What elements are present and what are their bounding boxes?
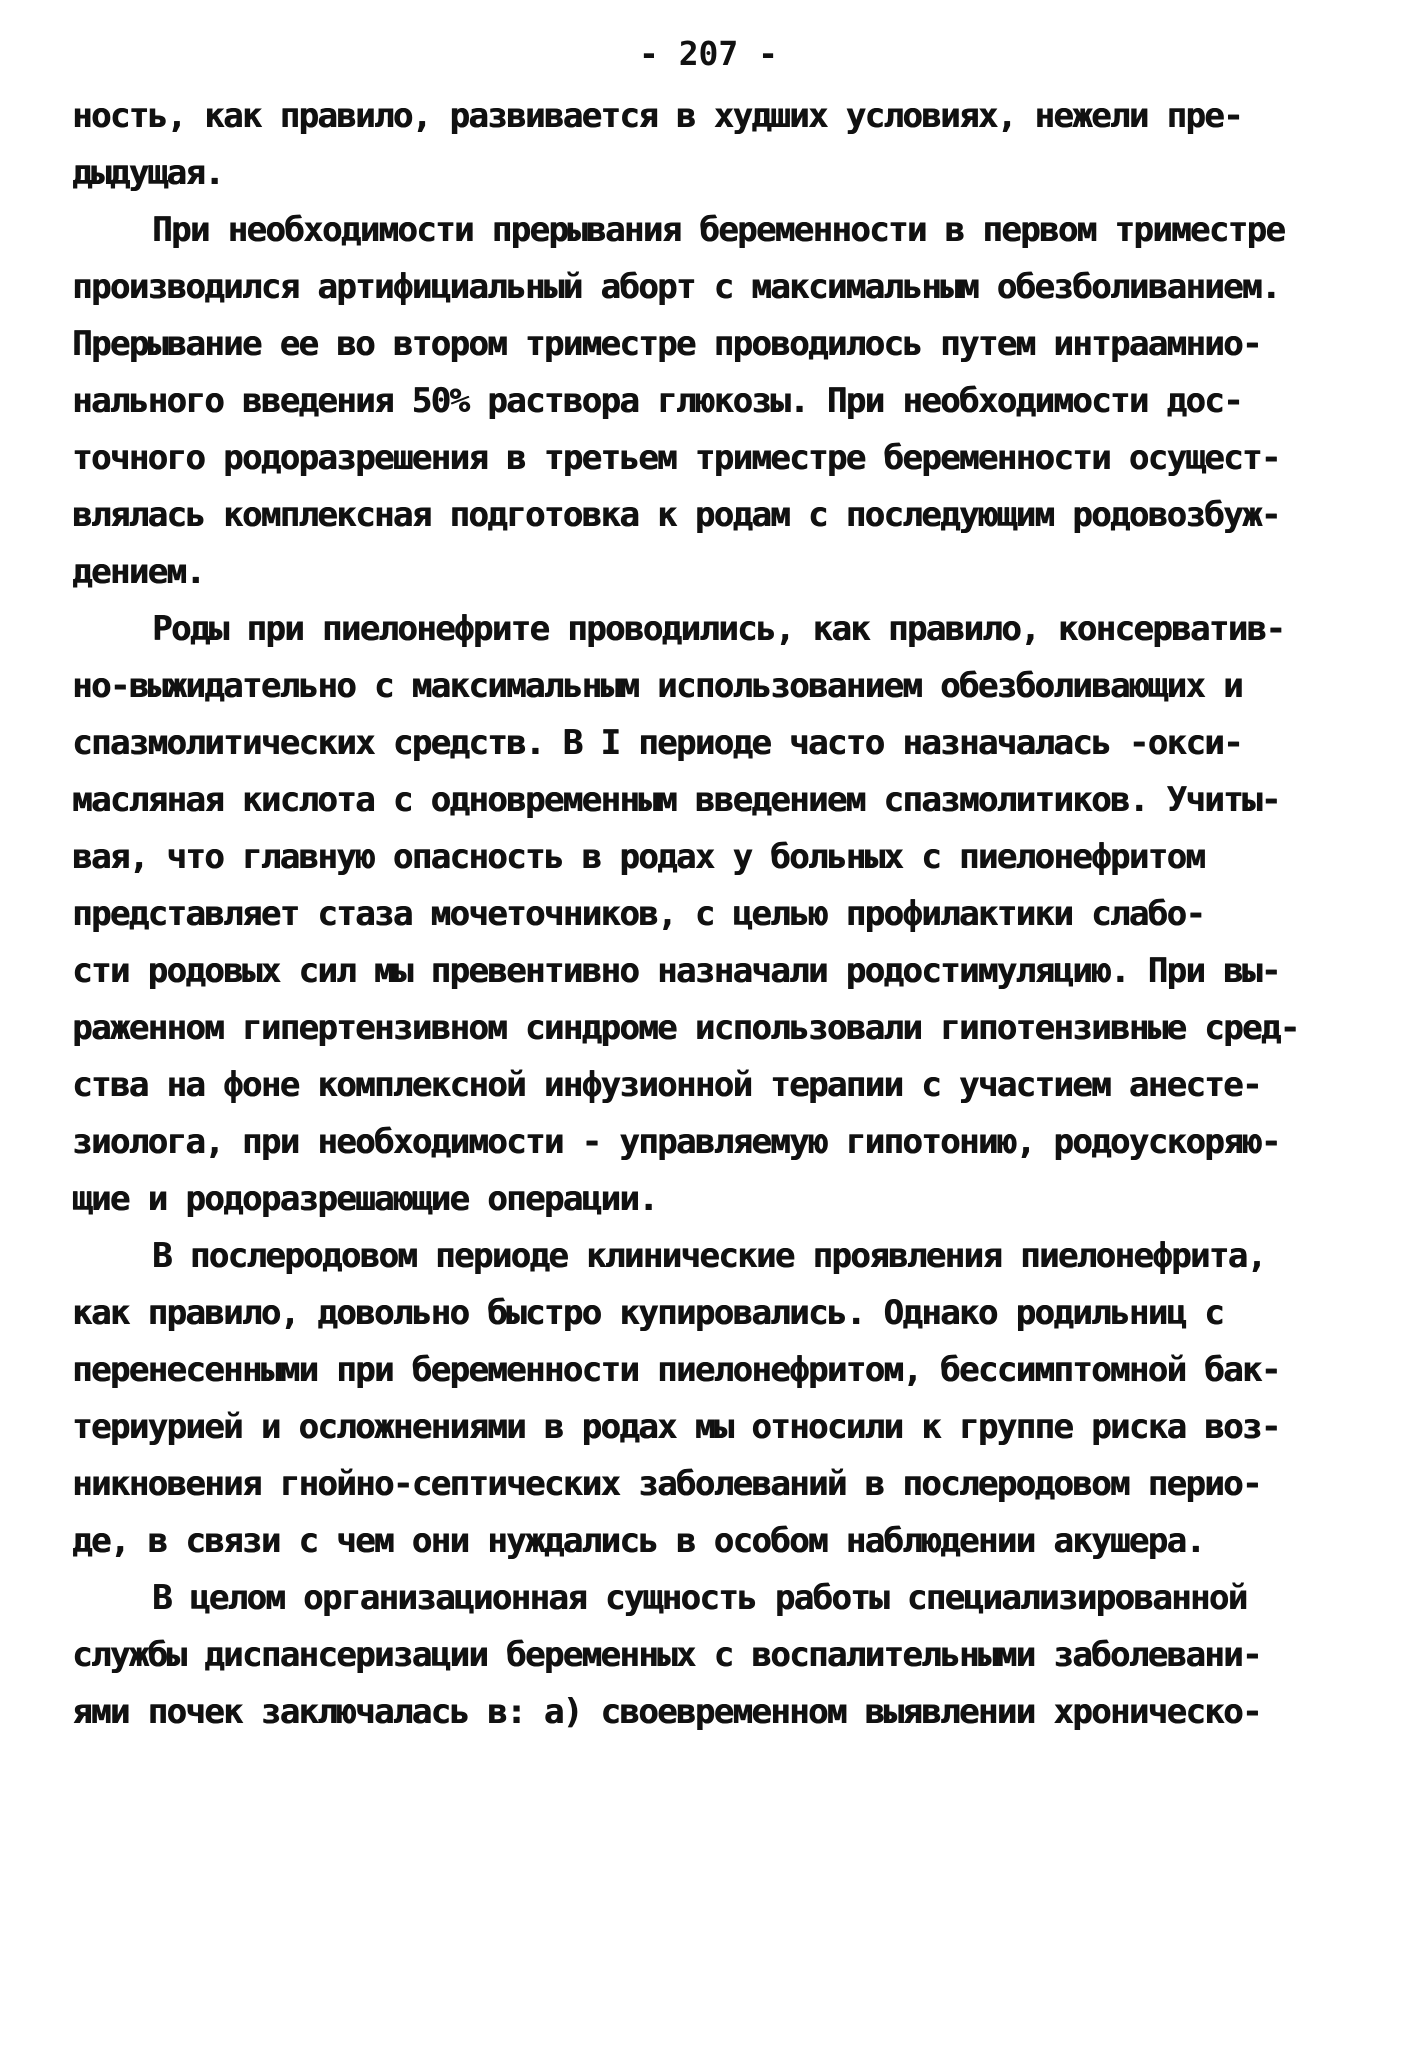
text-line: дением.	[72, 552, 205, 592]
text-line: спазмолитических средств. В I периоде часто назначалась -окси-	[72, 723, 1242, 763]
text-line: нального введения 50% раствора глюкозы. При необходимости дос-	[72, 381, 1242, 421]
text-line: сти родовых сил мы превентивно назначали родостимуляцию. При вы-	[72, 951, 1280, 991]
text-line: представляет стаза мочеточников, с целью профилактики слабо-	[72, 894, 1205, 934]
text-line: Прерывание ее во втором триместре проводилось путем интраамнио-	[72, 324, 1261, 364]
paragraph	[72, 88, 1352, 202]
text-line: влялась комплексная подготовка к родам с последующим родовозбуж-	[72, 495, 1280, 535]
text-line: ями почек заключалась в: а) своевременном выявлении хроническо-	[72, 1692, 1261, 1732]
text-line: производился артифициальный аборт с максимальным обезболиванием.	[72, 267, 1280, 307]
text-line: вая, что главную опасность в родах у больных с пиелонефритом	[72, 837, 1205, 877]
text-line: службы диспансеризации беременных с воспалительными заболевани-	[72, 1635, 1261, 1675]
paragraph	[72, 202, 1352, 601]
text-line: териурией и осложнениями в родах мы относили к группе риска воз-	[72, 1407, 1280, 1447]
text-line: В целом организационная сущность работы специализированной	[152, 1578, 1247, 1618]
text-line: масляная кислота с одновременным введением спазмолитиков. Учиты-	[72, 780, 1280, 820]
text-line: точного родоразрешения в третьем триместре беременности осущест-	[72, 438, 1280, 478]
text-line: Роды при пиелонефрите проводились, как правило, консерватив-	[152, 609, 1285, 649]
text-line: щие и родоразрешающие операции.	[72, 1179, 657, 1219]
text-line: дыдущая.	[72, 153, 223, 193]
text-line: как правило, довольно быстро купировались. Однако родильниц с	[72, 1293, 1224, 1333]
paragraph	[72, 601, 1352, 1228]
text-line: При необходимости прерывания беременности в первом триместре	[152, 210, 1285, 250]
text-line: никновения гнойно-септических заболеваний в послеродовом перио-	[72, 1464, 1261, 1504]
text-line: зиолога, при необходимости - управляемую гипотонию, родоускоряю-	[72, 1122, 1280, 1162]
text-line: ства на фоне комплексной инфузионной терапии с участием анесте-	[72, 1065, 1261, 1105]
page-number: - 207 -	[638, 34, 779, 73]
paragraph	[72, 1228, 1352, 1570]
body-text	[72, 88, 1352, 1741]
text-line: В послеродовом периоде клинические проявления пиелонефрита,	[152, 1236, 1266, 1276]
text-line: но-выжидательно с максимальным использованием обезболивающих и	[72, 666, 1242, 706]
text-line: ность, как правило, развивается в худших условиях, нежели пре-	[72, 96, 1242, 136]
text-line: перенесенными при беременности пиелонефритом, бессимптомной бак-	[72, 1350, 1280, 1390]
text-line: раженном гипертензивном синдроме использовали гипотензивные сред-	[72, 1008, 1299, 1048]
text-line: де, в связи с чем они нуждались в особом наблюдении акушера.	[72, 1521, 1205, 1561]
paragraph	[72, 1570, 1352, 1741]
